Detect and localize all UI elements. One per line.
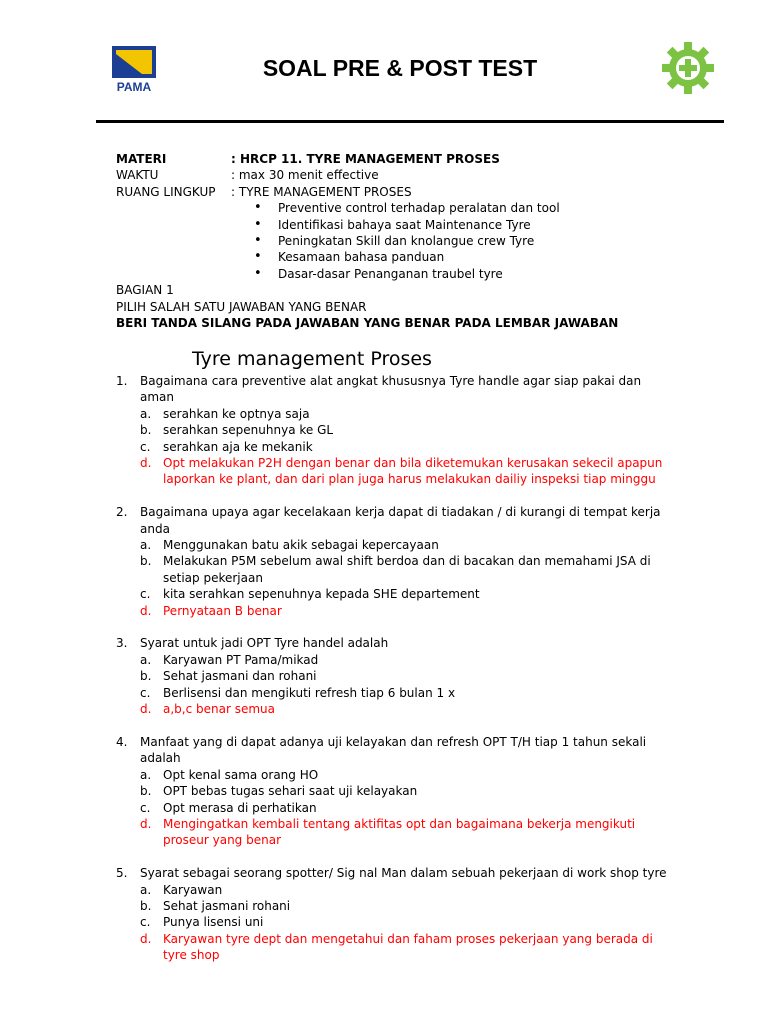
option-letter: c.: [140, 587, 151, 602]
option-letter: a.: [140, 882, 152, 897]
option-text: a,b,c benar semua: [163, 702, 276, 717]
option-a: [116, 882, 676, 898]
option-letter: c.: [140, 685, 151, 700]
materi-value: : HRCP 11. TYRE MANAGEMENT PROSES: [231, 152, 500, 166]
option-a: [116, 406, 676, 422]
option-b: [116, 783, 676, 799]
option-letter: d.: [140, 603, 152, 618]
question-text: Syarat sebagai seorang spotter/ Sig nal Man dalam sebuah pekerjaan di work shop tyre: [140, 866, 667, 881]
question-3: [116, 635, 676, 717]
ruang-lingkup-row: [116, 184, 716, 200]
option-letter: b.: [140, 898, 152, 913]
option-letter: a.: [140, 652, 152, 667]
option-d-correct: [116, 603, 676, 619]
option-text: Opt kenal sama orang HO: [163, 767, 319, 782]
scope-item: • Preventive control terhadap peralatan dan tool: [116, 200, 716, 216]
question-number: 3.: [116, 636, 128, 651]
option-text: kita serahkan sepenuhnya kepada SHE departement: [163, 587, 480, 602]
test-info: [116, 151, 716, 331]
option-a: [116, 537, 676, 553]
option-text: Berlisensi dan mengikuti refresh tiap 6 bulan 1 x: [163, 685, 456, 700]
waktu-row: [116, 167, 716, 183]
option-text: Sehat jasmani rohani: [163, 898, 291, 913]
option-letter: b.: [140, 669, 152, 684]
option-letter: b.: [140, 423, 152, 438]
option-b: [116, 422, 676, 438]
option-d-correct: [116, 816, 676, 849]
scope-item: • Peningkatan Skill dan knolangue crew Tyre: [116, 233, 716, 249]
option-letter: b.: [140, 554, 152, 569]
pama-logo: [108, 44, 160, 94]
scope-item: • Dasar-dasar Penanganan traubel tyre: [116, 266, 716, 282]
question-number: 1.: [116, 374, 128, 388]
instruction-mark: BERI TANDA SILANG PADA JAWABAN YANG BENAR PADA LEMBAR JAWABAN: [116, 316, 619, 331]
question-list: [116, 373, 676, 980]
question-number: 5.: [116, 866, 128, 881]
option-c: [116, 586, 676, 602]
option-d-correct: [116, 931, 676, 964]
page-title: SOAL PRE & POST TEST: [262, 55, 538, 81]
option-text: Opt melakukan P2H dengan benar dan bila diketemukan kerusakan sekecil apapun laporkan ke plant, dan dari plan juga harus melakukan dailiy inspeksi tiap minggu: [163, 456, 663, 487]
option-c: [116, 914, 676, 930]
option-letter: b.: [140, 784, 152, 799]
option-d-correct: [116, 701, 676, 717]
option-c: [116, 800, 676, 816]
question-2: [116, 504, 676, 619]
option-a: [116, 652, 676, 668]
option-text: Mengingatkan kembali tentang aktifitas opt dan bagaimana bekerja mengikuti proseur yang benar: [163, 816, 636, 848]
option-letter: a.: [140, 406, 152, 421]
option-letter: c.: [140, 800, 151, 815]
waktu-value: : max 30 menit effective: [231, 168, 379, 183]
gear-logo-icon: [660, 40, 716, 96]
option-a: [116, 767, 676, 783]
section-label: BAGIAN 1: [116, 283, 174, 298]
option-text: serahkan aja ke mekanik: [163, 439, 313, 454]
materi-label: MATERI: [116, 152, 167, 166]
option-letter: d.: [140, 931, 152, 946]
header-divider: [96, 120, 724, 123]
option-b: [116, 553, 676, 586]
question-1: [116, 373, 676, 488]
ruang-lingkup-value: : TYRE MANAGEMENT PROSES: [231, 184, 412, 199]
scope-item: • Kesamaan bahasa panduan: [116, 249, 716, 265]
question-number: 4.: [116, 734, 128, 749]
option-text: Pernyataan B benar: [163, 603, 282, 618]
question-number: 2.: [116, 505, 128, 520]
option-letter: d.: [140, 456, 152, 471]
option-text: Karyawan tyre dept dan mengetahui dan faham proses pekerjaan yang berada di tyre shop: [163, 931, 653, 963]
question-text: Bagaimana cara preventive alat angkat khususnya Tyre handle agar siap pakai dan aman: [140, 374, 642, 405]
question-text: Manfaat yang di dapat adanya uji kelayakan dan refresh OPT T/H tiap 1 tahun sekali adalah: [140, 734, 647, 766]
option-letter: c.: [140, 439, 151, 454]
option-letter: c.: [140, 915, 151, 930]
scope-item: • Identifikasi bahaya saat Maintenance Tyre: [116, 217, 716, 233]
option-c: [116, 439, 676, 455]
question-text: Syarat untuk jadi OPT Tyre handel adalah: [140, 636, 389, 651]
option-text: OPT bebas tugas sehari saat uji kelayakan: [163, 784, 418, 799]
option-text: serahkan ke optnya saja: [163, 406, 310, 421]
materi-row: [116, 151, 716, 167]
option-text: Punya lisensi uni: [163, 915, 264, 930]
question-4: [116, 734, 676, 849]
option-c: [116, 685, 676, 701]
option-text: Opt merasa di perhatikan: [163, 800, 317, 815]
option-letter: a.: [140, 538, 152, 553]
option-text: Menggunakan batu akik sebagai kepercayaan: [163, 538, 439, 553]
option-b: [116, 898, 676, 914]
question-5: [116, 865, 676, 963]
option-text: serahkan sepenuhnya ke GL: [163, 423, 334, 438]
question-text: Bagaimana upaya agar kecelakaan kerja dapat di tiadakan / di kurangi di tempat kerja anda: [140, 505, 661, 536]
option-text: Karyawan: [163, 882, 223, 897]
option-letter: d.: [140, 702, 152, 717]
option-text: Karyawan PT Pama/mikad: [163, 652, 319, 667]
option-text: Melakukan P5M sebelum awal shift berdoa dan di bacakan dan memahami JSA di setiap pekerjaan: [163, 554, 651, 585]
pama-logo-text: PAMA: [116, 80, 152, 94]
scope-list: [116, 200, 716, 282]
instruction-choose: PILIH SALAH SATU JAWABAN YANG BENAR: [116, 299, 367, 314]
option-d-correct: [116, 455, 676, 488]
waktu-label: WAKTU: [116, 168, 159, 183]
quiz-title: Tyre management Proses: [192, 348, 432, 370]
ruang-lingkup-label: RUANG LINGKUP: [116, 184, 216, 199]
option-letter: a.: [140, 767, 152, 782]
option-text: Sehat jasmani dan rohani: [163, 669, 317, 684]
option-b: [116, 668, 676, 684]
option-letter: d.: [140, 816, 152, 831]
